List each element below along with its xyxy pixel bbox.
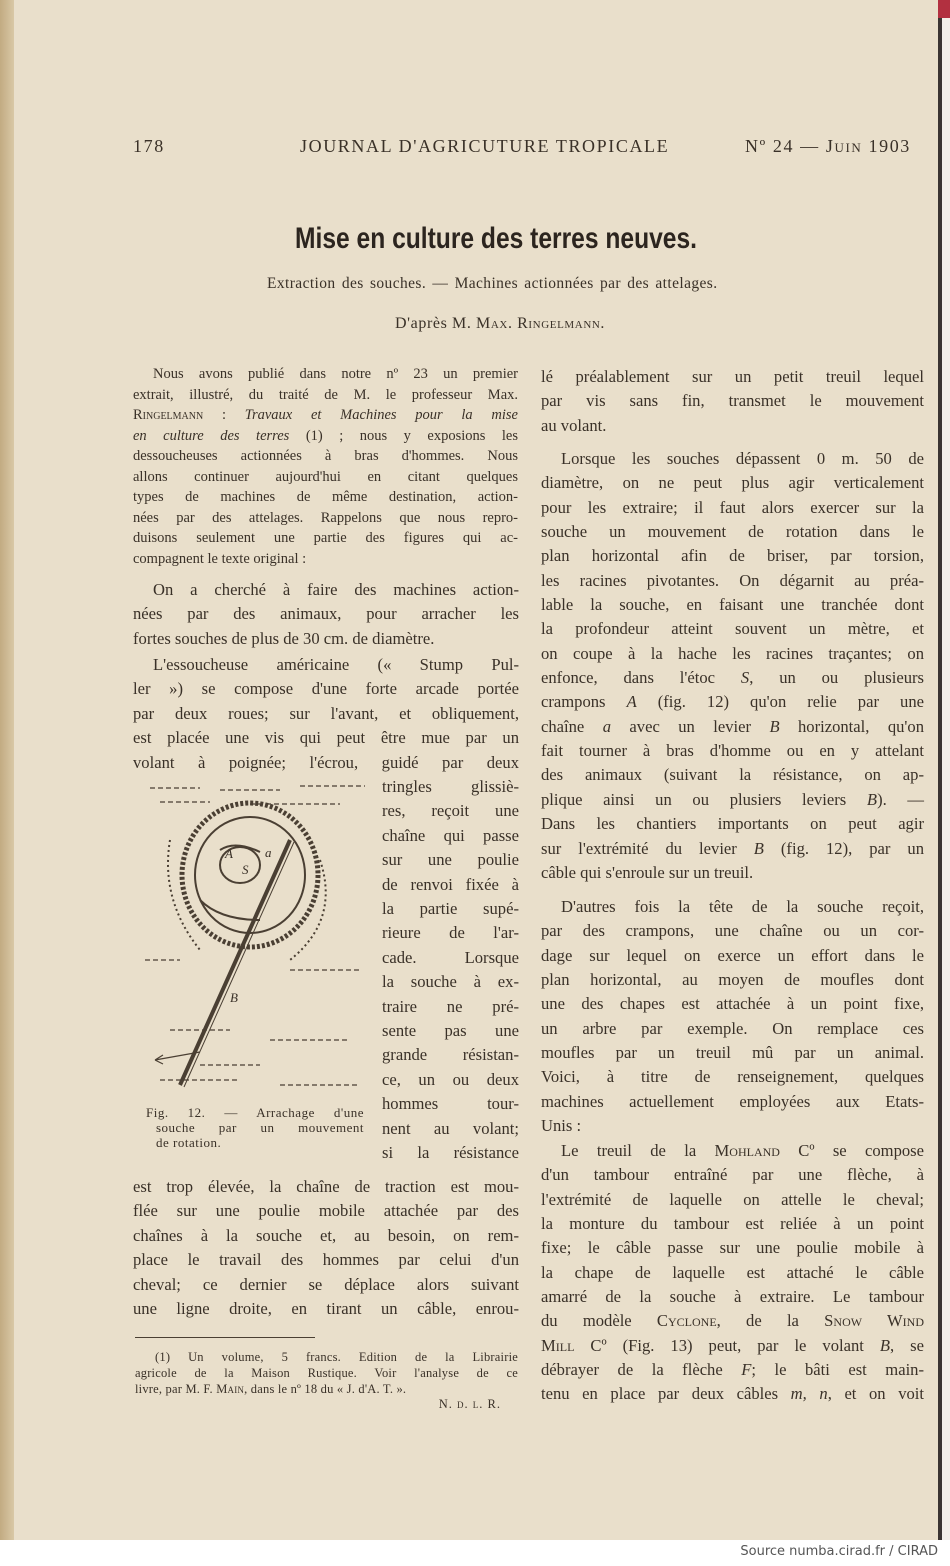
figure-label-s: S	[242, 862, 249, 877]
text-line: diamètre, on ne peut plus agir verticalement	[541, 473, 924, 493]
footnote	[135, 1349, 518, 1397]
text-line: lé préalablement sur un petit treuil lequel	[541, 367, 924, 386]
text-line: est trop élevée, la chaîne de traction est mou-	[133, 1177, 519, 1196]
text-line	[541, 1382, 924, 1406]
text-line: rieure de l'ar-	[382, 923, 519, 943]
text-line: machines actuellement employées aux Etats-	[541, 1091, 924, 1111]
text-segment: :	[203, 407, 245, 423]
text-line: chaînes à la souche et, au besoin, on rem-	[133, 1225, 519, 1245]
article-title: Mise en culture des terres neuves.	[295, 222, 697, 255]
text-line: une des chapes est attachée à un point fixe,	[541, 994, 924, 1014]
text-segment: ; le bâti est main-	[751, 1360, 924, 1380]
text-line: est placée une vis qui peut être mue par un	[133, 728, 519, 748]
text-line: sur une poulie	[382, 850, 519, 870]
article-author	[395, 315, 605, 333]
text-line: cheval; ce dernier se déplace alors suivant	[133, 1274, 519, 1294]
text-line: D'autres fois la tête de la souche reçoit,	[561, 897, 924, 916]
text-segment: Le treuil de la	[561, 1141, 715, 1160]
text-line: câble qui s'enroule sur un treuil.	[541, 862, 754, 882]
text-line: nées par des attelages. Rappelons que nous repro-	[133, 509, 518, 526]
paragraph	[133, 653, 519, 775]
text-segment: ). —	[877, 789, 925, 809]
text-line: Unis :	[541, 1116, 582, 1136]
text-line: duisons seulement une partie des figures qui ac-	[133, 530, 518, 546]
text-line: Lorsque les souches dépassent 0 m. 50 de	[561, 449, 924, 468]
paragraph-narrow	[382, 775, 519, 1166]
text-line: si la résistance	[382, 1143, 519, 1163]
text-segment: , et on voit	[827, 1384, 925, 1404]
paragraph	[133, 578, 519, 651]
text-line: plan horizontal afin de briser, par torsion,	[541, 546, 924, 566]
figure-12	[140, 780, 375, 1105]
italic-text: m, n	[790, 1384, 828, 1404]
italic-text: B	[879, 1335, 891, 1355]
figure-label-a-lower: a	[265, 845, 272, 860]
footnote-rule	[135, 1337, 315, 1338]
text-line	[541, 1358, 924, 1382]
text-line	[541, 837, 924, 861]
small-caps-text: Main	[216, 1382, 245, 1396]
text-segment: crampons	[541, 692, 627, 712]
text-line	[135, 1381, 518, 1397]
text-line: dessoucheuses actionnées à bras d'hommes. Nous	[133, 448, 518, 464]
source-credit: Source numba.cirad.fr / CIRAD	[740, 1544, 938, 1559]
text-line: (1) Un volume, 5 francs. Edition de la Librairie	[155, 1350, 518, 1364]
text-line: lable la souche, en faisant une tranchée dont	[541, 595, 924, 615]
text-segment: horizontal, qu'on	[779, 716, 925, 736]
author-name: Max. Ringelmann.	[476, 315, 606, 332]
text-line	[541, 1139, 924, 1163]
text-line: par vis sans fin, transmet le mouvement	[541, 391, 924, 411]
text-line: la partie supé-	[382, 899, 519, 919]
page-number: 178	[133, 136, 165, 156]
text-line: hommes tour-	[382, 1094, 519, 1114]
text-line: Dans les chantiers importants on peut agir	[541, 814, 924, 834]
text-line	[541, 690, 924, 714]
text-line: chaîne qui passe	[382, 825, 519, 845]
text-line: d'un tambour entraîné par une flèche, à	[541, 1165, 924, 1185]
text-line: Nous avons publié dans notre nº 23 un premier	[153, 366, 518, 382]
text-segment: du modèle	[541, 1311, 657, 1331]
small-caps-text: Ringelmann	[133, 407, 204, 423]
text-line: au volant.	[541, 415, 607, 435]
text-line: la monture du tambour est reliée à un point	[541, 1214, 924, 1234]
text-line: grande résistan-	[382, 1045, 519, 1065]
text-line: fixe; le câble passe sur une poulie mobile à	[541, 1238, 924, 1258]
text-segment: (fig. 12) qu'on relie par une	[636, 692, 924, 712]
text-line	[133, 405, 518, 426]
text-segment: , de la	[716, 1311, 825, 1331]
intro-paragraph	[133, 364, 518, 569]
text-line: un arbre par exemple. On remplace ces	[541, 1018, 924, 1038]
text-line	[541, 1309, 924, 1333]
text-line: amarré de la souche à extraire. Le tambour	[541, 1287, 924, 1307]
text-line: Voici, à titre de renseignement, quelques	[541, 1067, 924, 1087]
text-line: une ligne droite, en tirant un câble, enrou-	[133, 1299, 519, 1319]
text-line: plan horizontal, au moyen de moufles dont	[541, 970, 924, 990]
text-line: la chape de laquelle est attaché le câble	[541, 1262, 924, 1282]
journal-title: JOURNAL D'AGRICUTURE TROPICALE	[300, 136, 670, 156]
text-line	[541, 788, 924, 812]
text-line: l'extrémité de laquelle on attelle le cheval;	[541, 1189, 924, 1209]
text-line: des animaux (suivant la résistance, on ap-	[541, 765, 924, 785]
text-segment: livre, par M. F.	[135, 1382, 217, 1396]
next-page-edge	[942, 18, 950, 1540]
text-line: la souche à ex-	[382, 972, 519, 992]
text-segment: , dans le nº 18 du « J. d'A. T. ».	[244, 1382, 407, 1396]
italic-text: B	[866, 789, 878, 809]
footnote-signature: N. d. l. R.	[438, 1397, 501, 1411]
bookmark-ribbon	[938, 0, 950, 18]
small-caps-text: Mohland	[714, 1141, 780, 1160]
text-segment: Cº se compose	[779, 1141, 924, 1160]
paragraph	[541, 365, 924, 438]
text-line: extrait, illustré, du traité de M. le professeur Max.	[133, 386, 518, 403]
text-line: place le travail des hommes par celui d'un	[133, 1250, 519, 1270]
text-segment: débrayer de la flèche	[541, 1360, 742, 1380]
italic-text: F	[741, 1360, 752, 1380]
text-segment: , se	[890, 1335, 924, 1355]
text-line: les racines pivotantes. On dégarnit au préa-	[541, 570, 924, 590]
paragraph	[541, 895, 924, 1138]
binding-edge	[0, 0, 14, 1540]
text-line: la profondeur atteint souvent un mètre, et	[541, 619, 924, 639]
text-line: compagnent le texte original :	[133, 550, 307, 567]
text-line: dage sur lequel on exerce un effort dans le	[541, 945, 924, 965]
text-segment: enfonce, dans l'étoc	[541, 668, 741, 688]
text-line: on coupe à la hache les racines traçantes; on	[541, 643, 924, 663]
text-line: volant à poignée; l'écrou, guidé par deux	[133, 752, 519, 772]
text-line: agricole de la Maison Rustique. Voir l'analyse de ce	[135, 1366, 518, 1380]
text-segment: sur l'extrémité du levier	[541, 838, 754, 858]
text-segment: tenu en place par deux câbles	[541, 1384, 791, 1404]
italic-text: B	[753, 838, 764, 858]
text-line: traire ne pré-	[382, 996, 519, 1016]
text-segment: Cº (Fig. 13) peut, par le volant	[574, 1335, 880, 1355]
text-line: tringles glissiè-	[382, 777, 519, 796]
text-line	[541, 1334, 924, 1358]
text-line: fortes souches de plus de 30 cm. de diamètre.	[133, 628, 435, 648]
paragraph	[541, 1139, 924, 1407]
text-line: nent au volant;	[382, 1118, 519, 1138]
text-line: Fig. 12. — Arrachage d'une	[146, 1105, 364, 1120]
paragraph	[541, 447, 924, 885]
article-subtitle: Extraction des souches. — Machines actionnées par des attelages.	[267, 275, 718, 292]
figure-caption	[146, 1105, 364, 1150]
text-line: res, reçoit une	[382, 801, 519, 821]
text-line: cade. Lorsque	[382, 947, 519, 967]
text-line: pour les extraire; il faut alors exercer sur la	[541, 497, 924, 517]
text-line: allons continuer aujourd'hui en citant quelques	[133, 468, 518, 485]
text-line: souche par un mouvement	[156, 1120, 364, 1135]
italic-text: S	[740, 668, 750, 688]
text-segment: (fig. 12), par un	[763, 838, 924, 858]
text-segment: (1) ; nous y exposions les	[289, 427, 518, 444]
text-line	[541, 666, 924, 690]
text-line: par deux roues; sur l'avant, et obliquement,	[133, 703, 519, 723]
text-line	[133, 426, 518, 447]
text-line	[541, 715, 924, 739]
stump-rotation-illustration	[140, 780, 375, 1105]
small-caps-text: Mill	[541, 1335, 575, 1355]
issue-date: Nº 24 — Juin 1903	[745, 136, 911, 156]
text-line: moufles par un treuil mû par un animal.	[541, 1043, 924, 1063]
text-line: par des crampons, une chaîne ou un cor-	[541, 921, 924, 941]
text-line: de renvoi fixée à	[382, 874, 519, 894]
text-line: On a cherché à faire des machines action-	[153, 580, 519, 599]
italic-text: en culture des terres	[133, 427, 290, 444]
text-segment: chaîne	[541, 716, 603, 736]
author-prefix: D'après M.	[395, 315, 477, 332]
figure-label-a-upper: A	[225, 846, 233, 861]
italic-text: a	[602, 716, 612, 736]
small-caps-text: Cyclone	[656, 1311, 717, 1331]
italic-text: A	[626, 692, 637, 712]
text-line: L'essoucheuse américaine (« Stump Pul-	[153, 655, 519, 674]
text-line: fait tourner à bras d'homme ou en y attelant	[541, 741, 924, 761]
text-segment: avec un levier	[611, 716, 770, 736]
figure-label-b: B	[230, 990, 238, 1005]
italic-text: Travaux et Machines pour la mise	[244, 407, 518, 423]
paragraph	[133, 1175, 519, 1321]
text-segment: , un ou plusieurs	[749, 668, 925, 688]
text-line: ce, un ou deux	[382, 1069, 519, 1089]
text-segment: plique ainsi un ou plusiers leviers	[541, 789, 867, 809]
text-line: nées par des animaux, pour arracher les	[133, 604, 519, 624]
small-caps-text: Snow Wind	[824, 1311, 924, 1331]
text-line: flée sur une poulie mobile attachée par des	[133, 1201, 519, 1221]
text-line: types de machines de même destination, action-	[133, 489, 518, 505]
text-line: ler ») se compose d'une forte arcade portée	[133, 679, 519, 699]
text-line: de rotation.	[156, 1135, 222, 1150]
text-line: souche un mouvement de rotation dans le	[541, 522, 924, 542]
italic-text: B	[769, 716, 780, 736]
text-line: sente pas une	[382, 1021, 519, 1041]
